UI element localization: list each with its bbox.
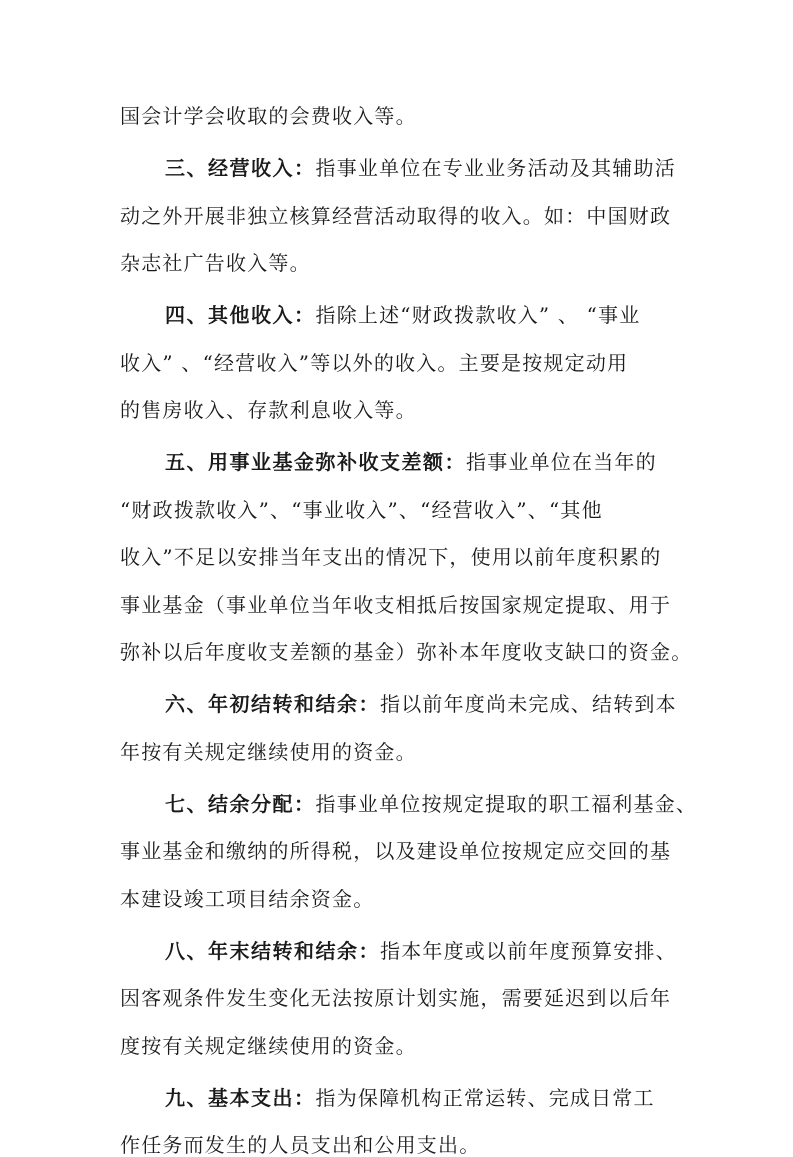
paragraph-fund-offset-line-3: 收入”不足以安排当年支出的情况下，使用以前年度积累的: [120, 545, 662, 569]
paragraph-operating-income-line-1: [165, 156, 676, 180]
paragraph-closing-carryover-line-1: [165, 939, 677, 963]
paragraph-operating-income-line-2: 动之外开展非独立核算经营活动取得的收入。如：中国财政: [120, 204, 672, 228]
term-basic-expenditure: 九、基本支出：: [165, 1086, 316, 1110]
term-surplus-distribution: 七、结余分配：: [165, 792, 316, 816]
paragraph-closing-carryover-line-1-text: 指本年度或以前年度预算安排、: [380, 939, 677, 963]
paragraph-continuation-line-1: 国会计学会收取的会费收入等。: [120, 104, 417, 128]
term-opening-carryover: 六、年初结转和结余：: [165, 692, 380, 716]
paragraph-operating-income-line-1-text: 指事业单位在专业业务活动及其辅助活: [315, 156, 676, 180]
paragraph-fund-offset-line-1: [165, 450, 657, 474]
term-fund-offset: 五、用事业基金弥补收支差额：: [165, 450, 466, 474]
paragraph-basic-expenditure-line-1: [165, 1086, 655, 1110]
paragraph-opening-carryover-line-1-text: 指以前年度尚未完成、结转到本: [380, 692, 677, 716]
paragraph-other-income-line-1-text: 指除上述“财政拨款收入” 、 “事业: [315, 303, 641, 327]
paragraph-surplus-distribution-line-3: 本建设竣工项目结余资金。: [120, 887, 375, 911]
paragraph-opening-carryover-line-2: 年按有关规定继续使用的资金。: [120, 740, 417, 764]
term-operating-income: 三、经营收入：: [165, 156, 316, 180]
paragraph-surplus-distribution-line-1-text: 指事业单位按规定提取的职工福利基金、: [315, 792, 698, 816]
term-closing-carryover: 八、年末结转和结余：: [165, 939, 380, 963]
paragraph-fund-offset-line-5: 弥补以后年度收支差额的基金）弥补本年度收支缺口的资金。: [120, 640, 693, 664]
paragraph-fund-offset-line-1-text: 指事业单位在当年的: [466, 450, 657, 474]
paragraph-fund-offset-line-4: 事业基金（事业单位当年收支相抵后按国家规定提取、用于: [120, 593, 672, 617]
term-other-income: 四、其他收入：: [165, 303, 316, 327]
paragraph-fund-offset-line-2: “财政拨款收入”、“事业收入”、“经营收入”、“其他: [120, 498, 603, 522]
paragraph-surplus-distribution-line-1: [165, 792, 697, 816]
paragraph-opening-carryover-line-1: [165, 692, 677, 716]
paragraph-operating-income-line-3: 杂志社广告收入等。: [120, 251, 311, 275]
paragraph-other-income-line-3: 的售房收入、存款利息收入等。: [120, 398, 417, 422]
paragraph-closing-carryover-line-3: 度按有关规定继续使用的资金。: [120, 1034, 417, 1058]
paragraph-basic-expenditure-line-1-text: 指为保障机构正常运转、完成日常工: [315, 1086, 655, 1110]
paragraph-other-income-line-1: [165, 303, 641, 327]
paragraph-surplus-distribution-line-2: 事业基金和缴纳的所得税，以及建设单位按规定应交回的基: [120, 839, 672, 863]
paragraph-other-income-line-2: 收入” 、“经营收入”等以外的收入。主要是按规定动用: [120, 351, 629, 375]
paragraph-closing-carryover-line-2: 因客观条件发生变化无法按原计划实施，需要延迟到以后年: [120, 986, 672, 1010]
paragraph-basic-expenditure-line-2: 作任务而发生的人员支出和公用支出。: [120, 1133, 481, 1157]
